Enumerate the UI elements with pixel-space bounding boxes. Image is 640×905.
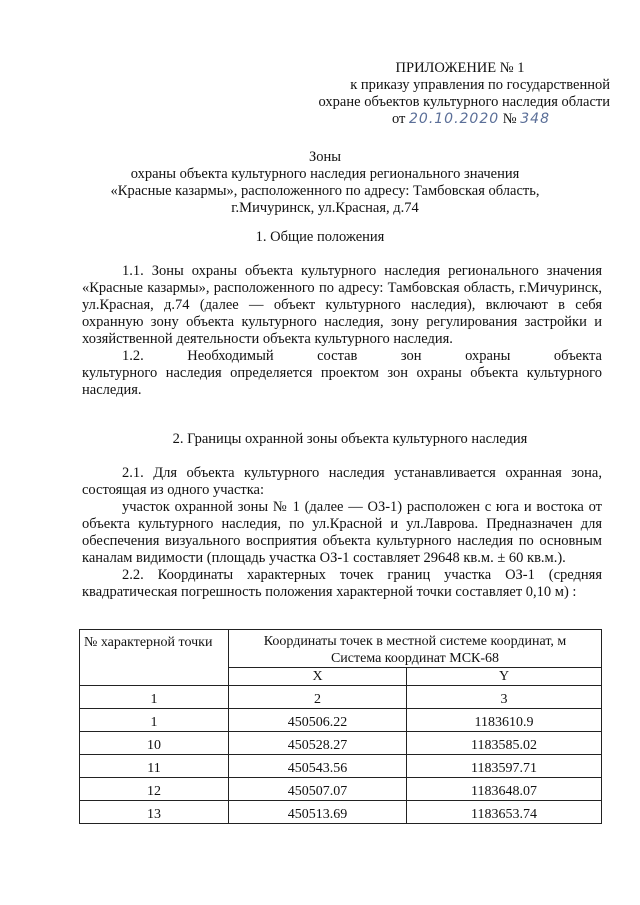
paragraph-1-2-rest: культурного наследия определяется проектом зон охраны объекта культурного наследия. bbox=[82, 365, 602, 398]
paragraph-2-1-plot: участок охранной зоны № 1 (далее — ОЗ-1) расположен с юга и востока от объекта культурного наследия, по ул.Красной и ул.Лаврова. Предназначен для обеспечения визуального восприятия объекта культурного наследия по основным каналам видимости (площадь участка ОЗ-1 составляет 29648 кв.м. ± 60 кв.м.). bbox=[82, 499, 602, 566]
table-row bbox=[80, 778, 602, 801]
table-cell: 450507.07 bbox=[229, 778, 407, 801]
table-cell: 11 bbox=[80, 755, 229, 778]
column-header-point-number: № характерной точки bbox=[80, 630, 229, 686]
word: 1.2. bbox=[122, 348, 144, 364]
appendix-date-line bbox=[280, 111, 610, 128]
word: зон bbox=[400, 348, 422, 364]
word: объекта bbox=[553, 348, 602, 364]
table-cell: 1183653.74 bbox=[407, 801, 602, 824]
table-cell: 1 bbox=[80, 709, 229, 732]
handwritten-date: 20.10.2020 bbox=[409, 111, 500, 127]
table-row bbox=[80, 801, 602, 824]
column-header-y: Y bbox=[407, 668, 602, 686]
table-cell: 1183597.71 bbox=[407, 755, 602, 778]
table-cell: 1 bbox=[80, 686, 229, 709]
paragraph-2-2: 2.2. Координаты характерных точек границ участка ОЗ-1 (средняя квадратическая погрешность положения характерной точки составляет 0,10 м) : bbox=[82, 567, 602, 600]
table-cell: 450506.22 bbox=[229, 709, 407, 732]
table-cell: 2 bbox=[229, 686, 407, 709]
document-title bbox=[90, 149, 560, 217]
table-cell: 450543.56 bbox=[229, 755, 407, 778]
table-cell: 1183610.9 bbox=[407, 709, 602, 732]
paragraph-1-2-first-line bbox=[82, 348, 602, 365]
appendix-heading: ПРИЛОЖЕНИЕ № 1 bbox=[395, 60, 525, 76]
coordinates-header-line-1: Координаты точек в местной системе координат, м bbox=[263, 634, 567, 649]
column-header-x: X bbox=[229, 668, 407, 686]
appendix-block bbox=[280, 60, 610, 128]
table-row bbox=[80, 755, 602, 778]
table-cell: 3 bbox=[407, 686, 602, 709]
paragraph-1-2 bbox=[82, 348, 602, 399]
word: Необходимый bbox=[187, 348, 274, 364]
title-line-4: г.Мичуринск, ул.Красная, д.74 bbox=[231, 200, 419, 216]
appendix-line-2: охране объектов культурного наследия области bbox=[318, 94, 610, 110]
handwritten-number: 348 bbox=[520, 111, 550, 127]
column-header-coordinates bbox=[229, 630, 602, 668]
coordinates-table bbox=[79, 629, 602, 824]
table-index-row bbox=[80, 686, 602, 709]
table-cell: 13 bbox=[80, 801, 229, 824]
section-1-body bbox=[82, 263, 602, 399]
paragraph-2-1: 2.1. Для объекта культурного наследия устанавливается охранная зона, состоящая из одного участка: bbox=[82, 465, 602, 498]
section-2-heading: 2. Границы охранной зоны объекта культурного наследия bbox=[172, 431, 528, 447]
table-cell: 10 bbox=[80, 732, 229, 755]
coordinates-header-line-2: Система координат МСК-68 bbox=[330, 651, 500, 666]
appendix-line-1: к приказу управления по государственной bbox=[350, 77, 610, 93]
table-row bbox=[80, 732, 602, 755]
section-1-heading: 1. Общие положения bbox=[255, 229, 385, 245]
table-cell: 1183648.07 bbox=[407, 778, 602, 801]
table-cell: 450528.27 bbox=[229, 732, 407, 755]
paragraph-1-1: 1.1. Зоны охраны объекта культурного наследия регионального значения «Красные казармы», расположенного по адресу: Тамбовская область, г.Мичуринск, ул.Красная, д.74 (далее — объект культурного наследия), включают в себя охранную зону объекта культурного наследия, зону регулирования застройки и хозяйственной деятельности объекта культурного наследия. bbox=[82, 263, 602, 347]
title-line-1: Зоны bbox=[308, 149, 342, 165]
table-cell: 1183585.02 bbox=[407, 732, 602, 755]
word: состав bbox=[317, 348, 358, 364]
table-cell: 450513.69 bbox=[229, 801, 407, 824]
title-line-2: охраны объекта культурного наследия регионального значения bbox=[130, 166, 520, 182]
table-row bbox=[80, 709, 602, 732]
title-line-3: «Красные казармы», расположенного по адресу: Тамбовская область, bbox=[110, 183, 540, 199]
date-prefix: от bbox=[391, 111, 406, 127]
section-2-body bbox=[82, 465, 602, 601]
number-prefix: № bbox=[502, 111, 517, 127]
word: охраны bbox=[465, 348, 511, 364]
table-cell: 12 bbox=[80, 778, 229, 801]
